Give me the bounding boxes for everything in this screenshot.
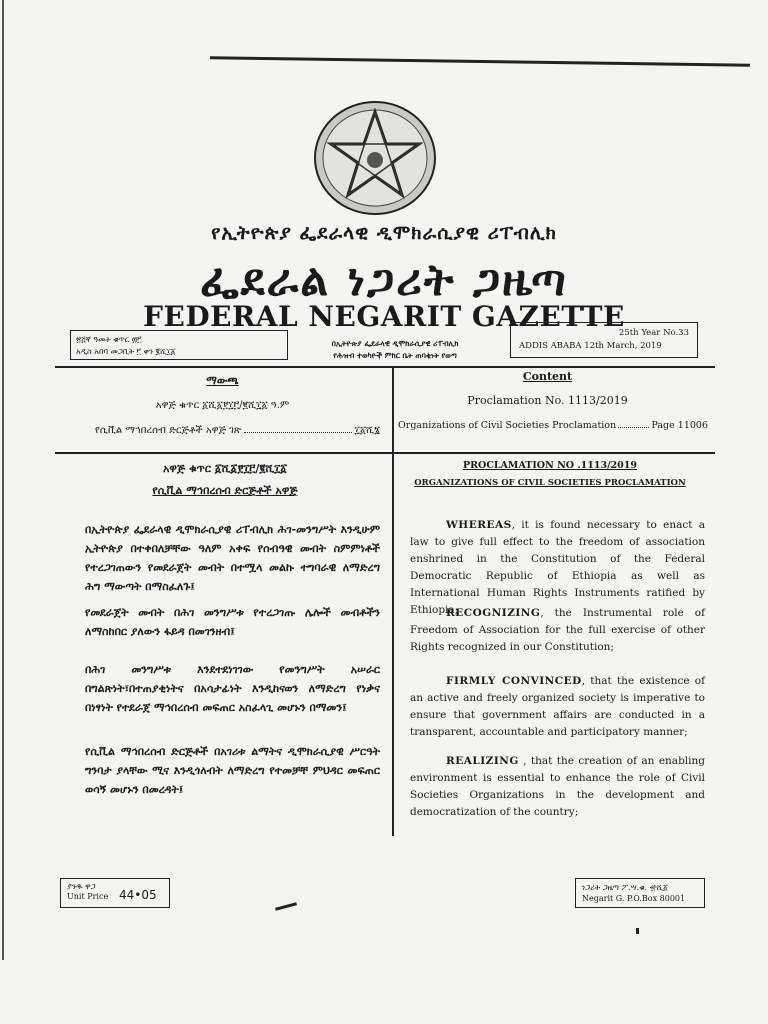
preamble-text-1: , it is found necessary to enact a law to give full effect to the freedom of association enshrined in the Constitution of the Federal Democratic Republic of Ethiopia as well as International Human Rights Instruments ratified by Ethiopia;	[410, 519, 705, 616]
po-box-english: Negarit G. P.O.Box 80001	[582, 894, 686, 903]
keyword-recognizing: RECOGNIZING	[446, 607, 541, 619]
issue-year-amharic: ፳፭ኛ ዓመት ቁጥር ፴፫	[76, 335, 142, 344]
preamble-para-1-amharic: በኢትዮጵያ ፌደራላዊ ዲሞክራሲያዊ ሪፐብሊክ ሕገ-መንግሥት እንዲሁም ኢትዮጵያ በተቀበለቻቸው ዓለም አቀፍ የሰብዓዊ መብት ስምምነቶች የተረጋገጠውን የመደራጀት መብት በተሟላ መልኩ ተግባራዊ ለማድረግ ሕግ ማውጣት በማስፈለጉ፤	[85, 523, 380, 593]
gazette-title-amharic: ፌደራል ነጋሪት ጋዜጣ	[200, 255, 568, 306]
proclamation-title: ORGANIZATIONS OF CIVIL SOCIETIES PROCLAMATION	[414, 478, 686, 488]
preamble-para-1	[410, 517, 705, 619]
contents-rule	[55, 452, 715, 454]
unit-price-value: 44•05	[119, 888, 157, 902]
issue-number: No.33	[663, 328, 689, 338]
contents-entry-page-amharic: ፲፩ሺ፮	[354, 425, 380, 436]
po-box-amharic: ነጋሪት ጋዜጣ ፖ.ሣ.ቁ. ፹ሺ፩	[582, 883, 668, 892]
preamble-para-4	[410, 753, 705, 821]
preamble-para-2	[410, 605, 705, 656]
republic-name-amharic: የኢትዮጵያ ፌደራላዊ ዲሞክራሲያዊ ሪፐብሊክ	[211, 222, 557, 244]
issue-year: 25th Year	[618, 328, 661, 338]
contents-entry-amharic	[95, 425, 380, 436]
top-border	[210, 56, 750, 67]
proclamation-title-amharic: የሲቪል ማኅበረሰብ ድርጅቶች አዋጅ	[152, 484, 298, 497]
issue-box-amharic	[70, 330, 288, 360]
scan-edge	[2, 0, 4, 960]
preamble-text-2: , the Instrumental role of Freedom of Association for the full exercise of other Rights recognized in our Constitution;	[410, 607, 705, 653]
contents-entry	[398, 420, 708, 431]
keyword-whereas: WHEREAS	[446, 519, 512, 531]
publisher-line-2: የሕዝብ ተወካዮች ምክር ቤት ጠባቂነት የወጣ	[333, 351, 457, 360]
publisher-info	[300, 338, 490, 362]
preamble-text-4: , that the creation of an enabling environment is essential to enhance the role of Civil Societies Organizations in the development and democratization of the country;	[410, 755, 705, 818]
contents-proclamation: Proclamation No. 1113/2019	[467, 394, 628, 407]
contents-entry-page: Page 11006	[651, 420, 708, 431]
proclamation-number: PROCLAMATION NO .1113/2019	[463, 460, 637, 471]
unit-price-label-amharic: ያንዱ ዋጋ	[67, 882, 96, 891]
preamble-para-3	[410, 673, 705, 741]
preamble-para-4-amharic: የሲቪል ማኅበረሰብ ድርጅቶች በአገሪቱ ልማትና ዲሞክራሲያዊ ሥርዓት ግንባታ ያላቸው ሚና እንዲጎለብት ለማድረግ የተመቻቸ ምህዳር መፍጠር ወሳኝ መሆኑን በመረዳት፤	[85, 745, 380, 796]
contents-heading: Content	[522, 370, 573, 383]
preamble-para-2-amharic: የመደራጀት መብት በሕገ መንግሥቱ የተረጋገጡ ሌሎች መብቶችን ለማስከበር ያለውን ፋይዳ በመገንዘብ፤	[85, 606, 380, 638]
contents-entry-title-amharic: የሲቪል ማኅበረሰብ ድርጅቶች አዋጅ ገጽ	[95, 425, 242, 436]
po-box	[575, 878, 705, 908]
issue-box-english	[510, 322, 698, 358]
issue-date: ADDIS ABABA 12th March, 2019	[519, 341, 662, 351]
contents-proclamation-amharic: አዋጅ ቁጥር ፩ሺ፩፻፲፫/፪ሺ፲፩ ዓ.ም	[155, 400, 290, 411]
proclamation-number-amharic: አዋጅ ቁጥር ፩ሺ፩፻፲፫/፪ሺ፲፩	[162, 462, 288, 475]
issue-date-amharic: አዲስ አበባ መጋቢት ፫ ቀን ፪ሺ፲፩	[76, 347, 176, 356]
keyword-realizing: REALIZING	[446, 755, 519, 767]
unit-price-box	[60, 878, 170, 908]
contents-heading-amharic: ማውጫ	[206, 374, 239, 387]
header-rule	[55, 366, 715, 368]
gazette-title-english: FEDERAL NEGARIT GAZETTE	[143, 300, 625, 333]
scan-mark	[636, 928, 639, 934]
preamble-para-3-amharic: በሕገ መንግሥቱ እንደተደነገገው የመንግሥት አሠራር በግልጽነት፣በተጠያቂነትና በአሳታፊነት እንዲከናወን ለማድረግ የነቃና በነፃነት የተደራጀ ማኅበረሰብ መፍጠር አስፈላጊ መሆኑን በማመን፤	[85, 663, 380, 714]
contents-entry-title: Organizations of Civil Societies Proclamation	[398, 420, 617, 431]
column-divider	[392, 366, 394, 836]
preamble-text-3: , that the existence of an active and freely organized society is imperative to ensure that government affairs are conducted in a transparent, accountable and participatory manner;	[410, 675, 705, 738]
unit-price-label: Unit Price	[67, 892, 109, 901]
scan-mark	[275, 902, 297, 911]
publisher-line-1: በኢትዮጵያ ፌደራላዊ ዲሞክራሲያዊ ሪፐብሊክ	[331, 339, 459, 348]
emblem-star-icon	[310, 98, 440, 218]
keyword-firmly-convinced: FIRMLY CONVINCED	[446, 675, 582, 687]
